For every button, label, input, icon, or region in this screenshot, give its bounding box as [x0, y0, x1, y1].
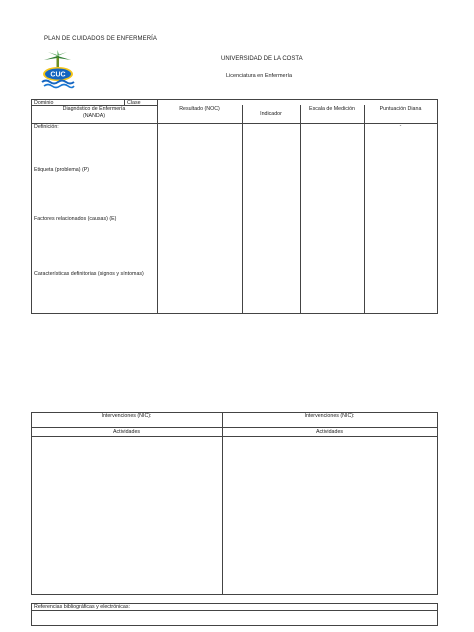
university-logo — [34, 50, 82, 92]
scale-header: Escala de Medición — [309, 106, 355, 112]
program-name: Licenciatura en Enfermería — [226, 73, 293, 79]
target-score-header: Puntuación Diana — [379, 106, 422, 112]
references-label: Referencias bibliográficas y electrónicas: — [34, 603, 130, 610]
interventions-left-header: Intervenciones (NIC): — [101, 412, 152, 419]
target-score-mark: - — [399, 123, 402, 129]
activities-left-header: Actividades — [112, 428, 141, 435]
logo-text: CUC — [50, 71, 66, 79]
activities-right-header: Actividades — [315, 428, 344, 435]
domain-label: Dominio — [34, 99, 54, 106]
label-problem: Etiqueta (problema) (P) — [34, 167, 90, 173]
plan-title: PLAN DE CUIDADOS DE ENFERMERÍA — [44, 36, 158, 42]
diagnosis-header-line1: Diagnóstico de Enfermería — [62, 106, 126, 112]
result-header: Resultado (NOC) — [179, 106, 220, 112]
interventions-right-header: Intervenciones (NIC): — [304, 412, 355, 419]
diagnosis-header-line2: (NANDA) — [82, 112, 106, 119]
indicator-header: Indicador — [260, 111, 282, 117]
related-factors: Factores relacionados (causas) (E) — [34, 216, 117, 222]
defining-characteristics: Características definitorias (signos y síntomas) — [34, 271, 144, 277]
university-name: UNIVERSIDAD DE LA COSTA — [221, 56, 303, 62]
definition-label: Definición: — [34, 124, 59, 130]
class-label: Clase — [127, 99, 141, 106]
